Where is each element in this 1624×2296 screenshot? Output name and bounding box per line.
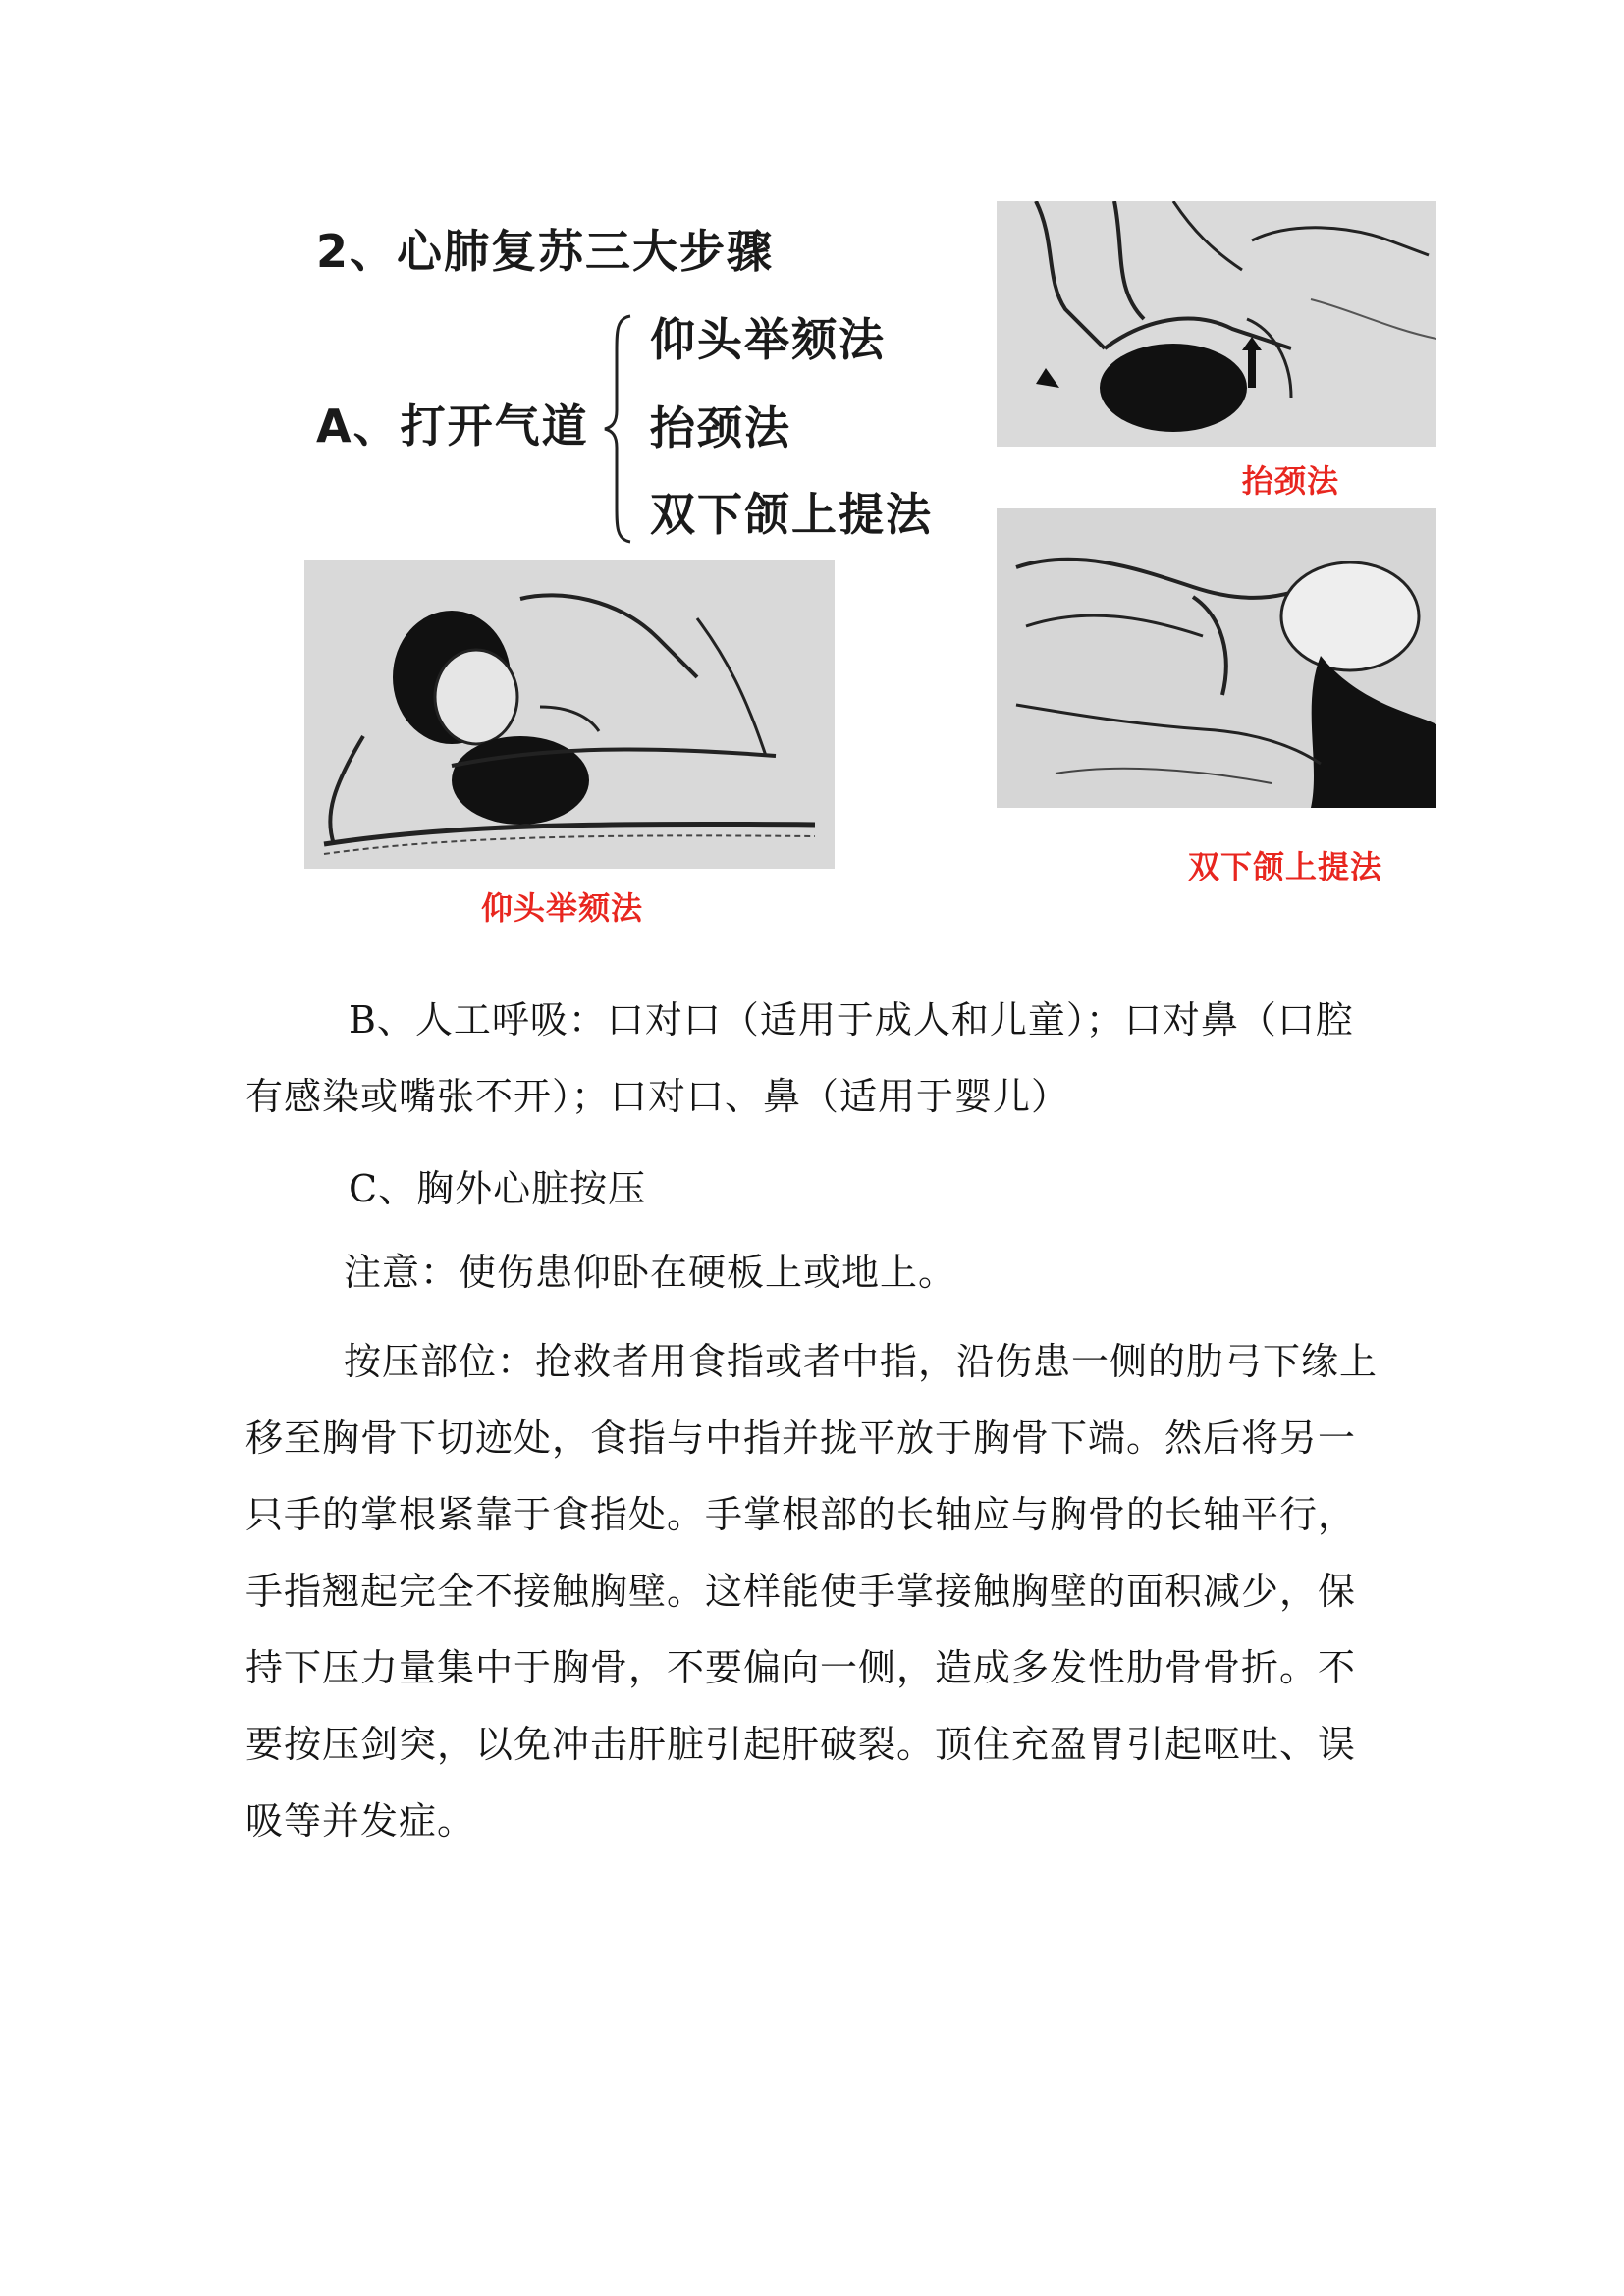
head-tilt-illustration bbox=[304, 560, 835, 869]
method-head-tilt: 仰头举颏法 bbox=[650, 313, 886, 366]
head-tilt-caption: 仰头举颏法 bbox=[481, 889, 644, 927]
neck-lift-caption: 抬颈法 bbox=[1242, 462, 1340, 500]
method-neck-lift: 抬颈法 bbox=[650, 401, 791, 454]
compression-heading: C、胸外心脏按压 bbox=[349, 1167, 647, 1210]
breathing-paragraph: B、人工呼吸：口对口（适用于成人和儿童）；口对鼻（口腔有感染或嘴张不开）；口对口、鼻（适用于婴儿） bbox=[245, 998, 1354, 1118]
method-jaw-thrust: 双下颌上提法 bbox=[650, 488, 933, 541]
position-paragraph: 按压部位：抢救者用食指或者中指，沿伤患一侧的肋弓下缘上移至胸骨下切迹处，食指与中指并拢平放于胸骨下端。然后将另一只手的掌根紧靠于食指处。手掌根部的长轴应与胸骨的长轴平行，手指翘起完全不接触胸壁。这样能使手掌接触胸壁的面积减少，保持下压力量集中于胸骨，不要偏向一侧，造成多发性肋骨骨折。不要按压剑突，以免冲击肝脏引起肝破裂。顶住充盈胃引起呕吐、误吸等并发症。 bbox=[245, 1340, 1379, 1842]
note-paragraph: 注意：使伤患仰卧在硬板上或地上。 bbox=[344, 1251, 957, 1294]
jaw-thrust-caption: 双下颌上提法 bbox=[1188, 848, 1383, 885]
brace-icon bbox=[599, 312, 638, 546]
airway-label: A、打开气道 bbox=[316, 400, 589, 453]
neck-lift-illustration bbox=[997, 201, 1436, 447]
jaw-thrust-illustration bbox=[997, 508, 1436, 808]
section-heading: 2、心肺复苏三大步骤 bbox=[316, 225, 775, 278]
